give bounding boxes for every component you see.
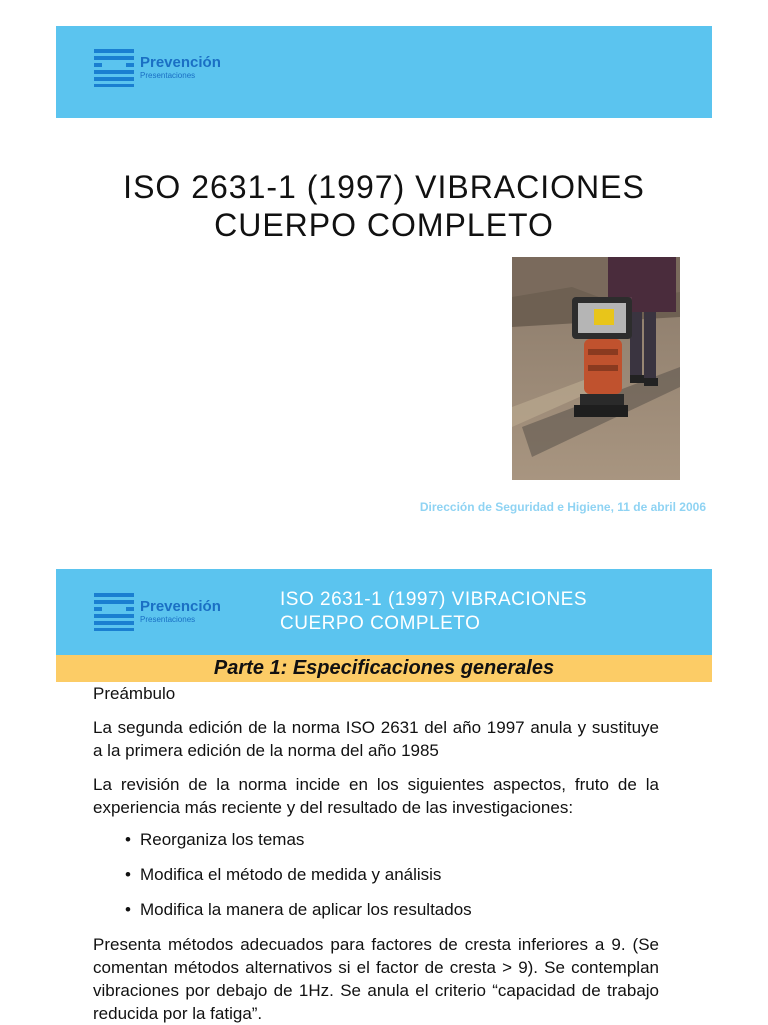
- list-item-text: Modifica el método de medida y análisis: [140, 865, 442, 884]
- header-banner: [56, 26, 712, 118]
- title-line-2: CUERPO COMPLETO: [214, 207, 554, 243]
- paragraph-1: La segunda edición de la norma ISO 2631 del año 1997 anula y sustituye a la primera edición de la norma del año 1985: [93, 718, 659, 760]
- logo-stripes-icon: [94, 47, 134, 87]
- logo-name: Prevención: [140, 53, 221, 71]
- worker-compactor-photo: [512, 257, 680, 480]
- logo-name: Prevención: [140, 597, 221, 615]
- prevencion-logo: [94, 591, 221, 631]
- prevencion-logo: [94, 47, 221, 87]
- list-item-text: Reorganiza los temas: [140, 830, 305, 849]
- bullet-icon: •: [125, 830, 131, 849]
- logo-subtitle: Presentaciones: [140, 70, 196, 80]
- list-item-text: Modifica la manera de aplicar los resultados: [140, 900, 472, 919]
- list-item: [125, 828, 659, 851]
- preamble-heading: Preámbulo: [93, 684, 176, 703]
- paragraph-2: La revisión de la norma incide en los siguientes aspectos, fruto de la experiencia más reciente y del resultado de las investigaciones:: [93, 775, 659, 817]
- slide-title: [280, 588, 587, 636]
- page-title: [56, 168, 712, 244]
- logo-subtitle: Presentaciones: [140, 614, 196, 624]
- logo-stripes-icon: [94, 591, 134, 631]
- part-heading: Parte 1: Especificaciones generales: [56, 655, 712, 682]
- paragraph-3: Presenta métodos adecuados para factores de cresta inferiores a 9. (Se comentan métodos alternativos si el factor de cresta > 9). Se contemplan vibraciones por debajo de 1Hz. Se anula el criterio “capacidad de trabajo reducida por la fatiga”.: [93, 935, 659, 1023]
- bullet-icon: •: [125, 900, 131, 919]
- list-item: [125, 863, 659, 886]
- slide-body: [93, 682, 659, 1025]
- title-line-1: ISO 2631-1 (1997) VIBRACIONES: [123, 169, 645, 205]
- bullet-icon: •: [125, 865, 131, 884]
- presentation-credit: Dirección de Seguridad e Higiene, 11 de abril 2006: [419, 500, 706, 514]
- list-item: [125, 898, 659, 921]
- aspect-list: [93, 828, 659, 921]
- slide-title-line-2: CUERPO COMPLETO: [280, 613, 481, 634]
- slide-title-line-1: ISO 2631-1 (1997) VIBRACIONES: [280, 589, 588, 610]
